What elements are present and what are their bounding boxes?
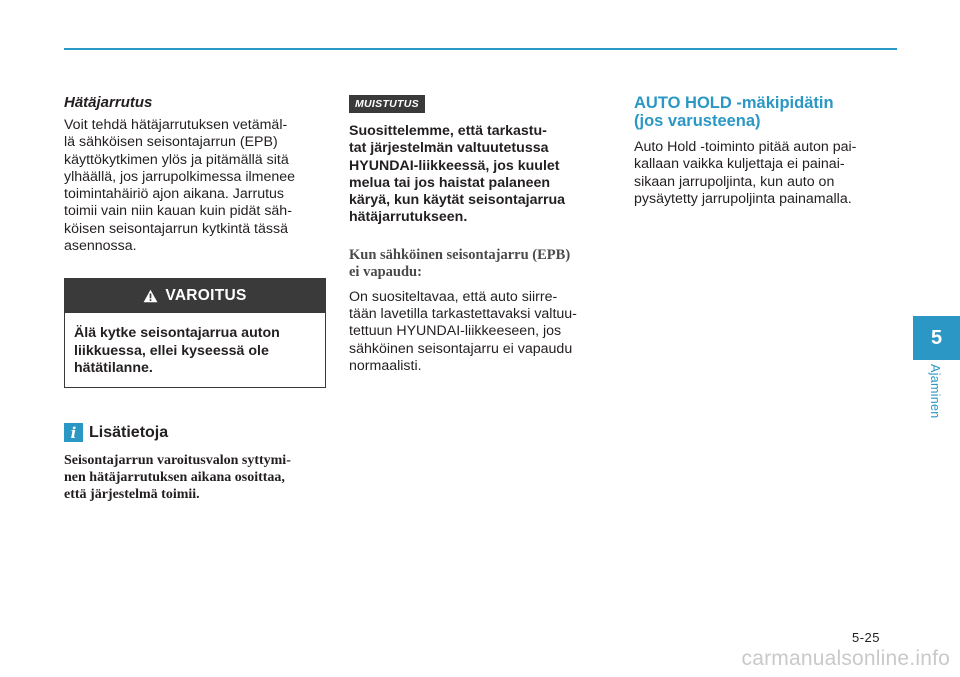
text-line: käryä, kun käytät seisontajarrua (349, 192, 566, 209)
section-heading-emergency-braking: Hätäjarrutus (64, 94, 153, 111)
middle-column (349, 94, 614, 375)
heading-line: AUTO HOLD -mäkipidätin (634, 94, 834, 112)
left-column (64, 94, 326, 503)
text-line: käyttökytkimen ylös ja pitämällä sitä (64, 151, 289, 168)
text-line: toimintahäiriö ajon aikana. Jarrutus (64, 186, 285, 203)
text-line: että järjestelmä toimii. (64, 487, 200, 503)
epb-not-release-heading (349, 247, 614, 281)
text-line: kallaan vaikka kuljettaja ei painai- (634, 156, 845, 173)
right-column (634, 94, 896, 208)
notice-badge: MUISTUTUS (349, 95, 425, 113)
text-line: Älä kytke seisontajarrua auton (74, 325, 280, 342)
warning-title: VAROITUS (165, 287, 247, 305)
text-line: Kun sähköinen seisontajarru (EPB) (349, 246, 571, 263)
text-line: ei vapaudu: (349, 263, 422, 280)
text-line: hätätilanne. (74, 359, 153, 376)
emergency-braking-text (64, 117, 326, 255)
text-line: sähköinen seisontajarru ei vapaudu (349, 340, 573, 357)
text-line: liikkuessa, ellei kyseessä ole (74, 342, 269, 359)
text-line: Voit tehdä hätäjarrutuksen vetämäl- (64, 117, 288, 133)
info-icon: i (64, 423, 83, 442)
text-line: lä sähköisen seisontajarrun (EPB) (64, 134, 278, 151)
notice-text (349, 123, 614, 227)
text-line: toimii vain niin kauan kuin pidät säh- (64, 203, 292, 220)
text-line: Suosittelemme, että tarkastu- (349, 123, 547, 139)
warning-triangle-icon (143, 289, 158, 303)
page-number: 5-25 (852, 630, 881, 645)
text-line: sikaan jarrupoljinta, kun auto on (634, 173, 835, 190)
text-line: On suositeltavaa, että auto siirre- (349, 288, 558, 305)
info-heading-row (64, 423, 326, 442)
text-line: asennossa. (64, 238, 137, 255)
text-line: tettuun HYUNDAI-liikkeeseen, jos (349, 323, 562, 340)
text-line: tat järjestelmän valtuutetussa (349, 140, 549, 157)
chapter-label: Ajaminen (928, 364, 942, 419)
text-line: ylhäällä, jos jarrupolkimessa ilmenee (64, 168, 296, 185)
text-line: pysäytetty jarrupoljinta painamalla. (634, 190, 852, 207)
text-line: Auto Hold -toiminto pitää auton pai- (634, 139, 857, 155)
text-line: köisen seisontajarrun kytkintä tässä (64, 220, 288, 237)
info-text (64, 452, 326, 503)
text-line: melua tai jos haistat palaneen (349, 174, 551, 191)
chapter-number-tab: 5 (913, 316, 960, 360)
warning-box (64, 278, 326, 388)
warning-header (65, 279, 325, 313)
auto-hold-text (634, 139, 896, 208)
warning-text (65, 313, 325, 387)
text-line: hätäjarrutukseen. (349, 209, 468, 226)
watermark: carmanualsonline.info (741, 647, 950, 670)
text-line: tään lavetilla tarkastettavaksi valtuu- (349, 306, 577, 323)
text-line: normaalisti. (349, 357, 422, 374)
top-divider (64, 48, 897, 50)
heading-line: (jos varusteena) (634, 112, 761, 130)
text-line: Seisontajarrun varoitusvalon syttymi- (64, 453, 291, 469)
text-line: nen hätäjarrutuksen aikana osoittaa, (64, 470, 285, 486)
epb-not-release-text (349, 289, 614, 375)
auto-hold-heading (634, 94, 896, 130)
info-title: Lisätietoja (89, 423, 169, 441)
text-line: HYUNDAI-liikkeessä, jos kuulet (349, 157, 560, 174)
